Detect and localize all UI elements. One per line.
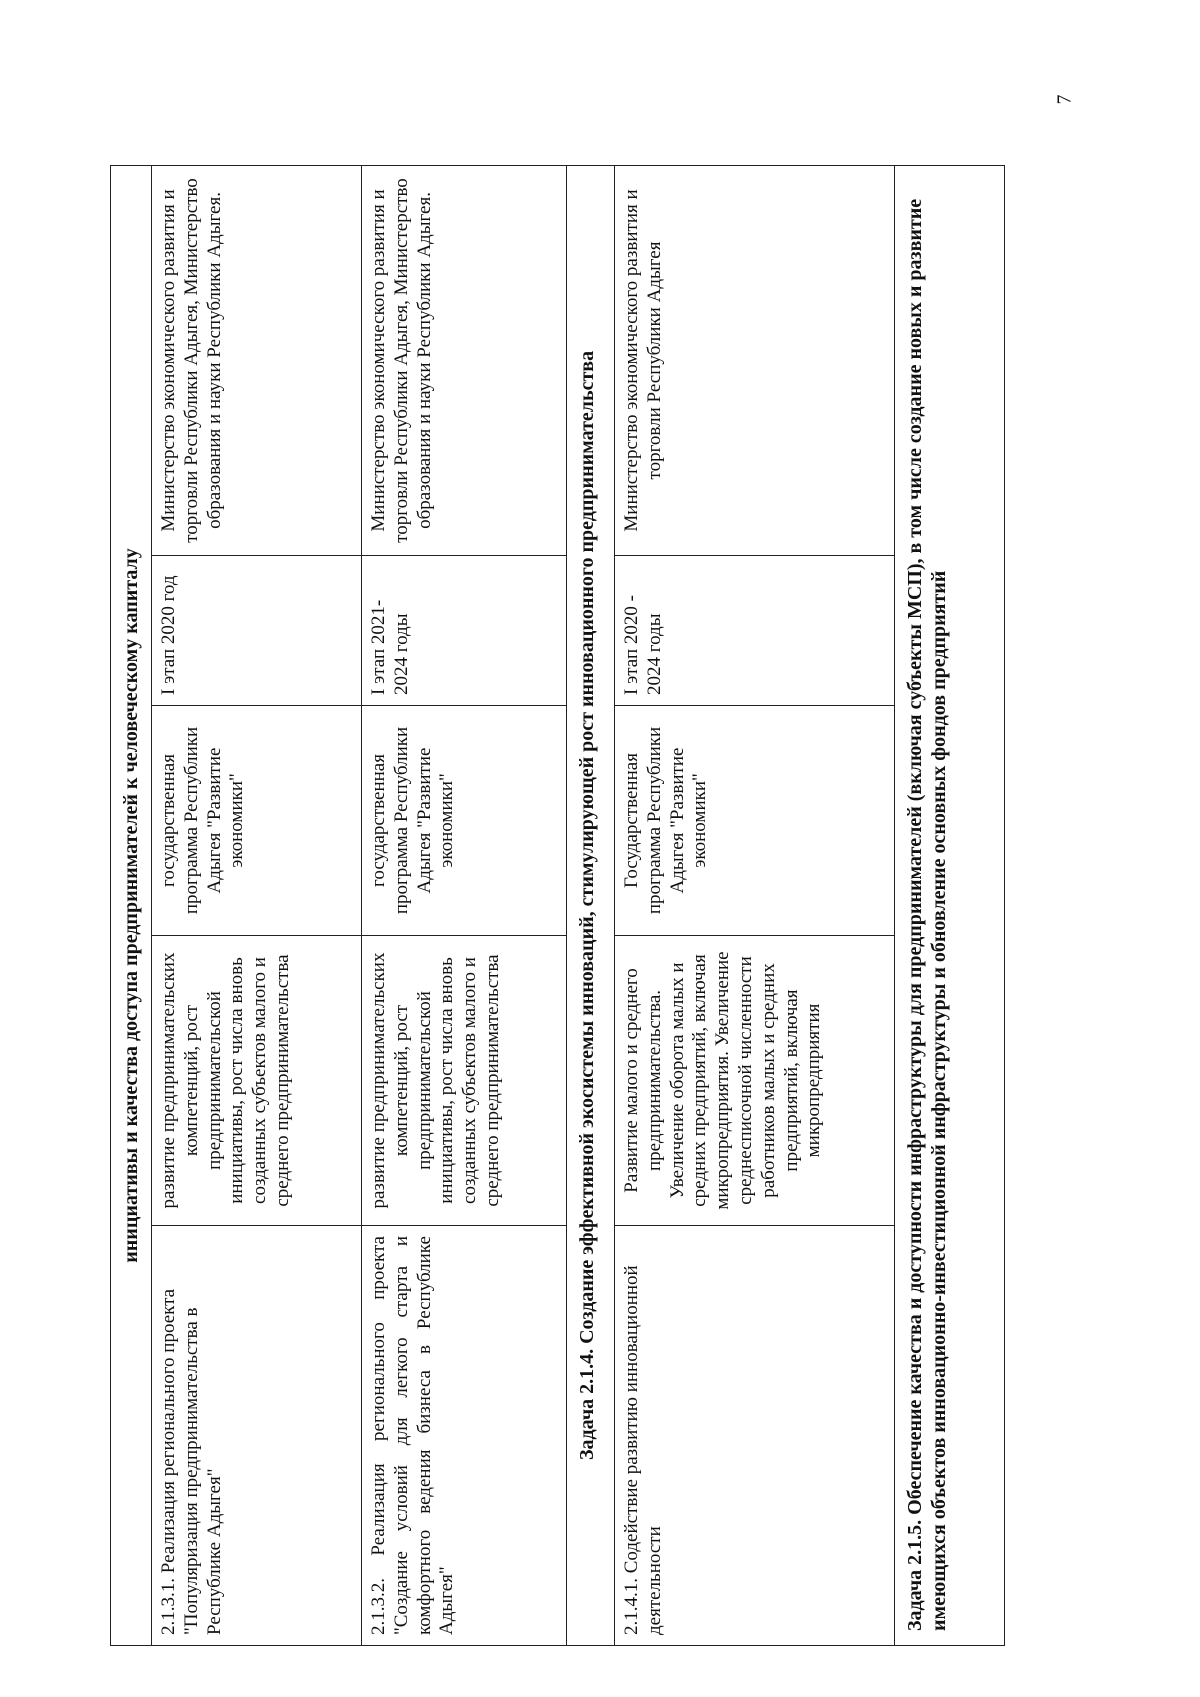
program-cell: государственная программа Республики Адыгея "Развитие экономики": [362, 706, 567, 936]
result-cell: развитие предпринимательских компетенций, рост предпринимательской инициативы, рост числа вновь созданных субъектов малого и среднего предпринимательства: [152, 936, 362, 1226]
table-row: [152, 165, 362, 1645]
measure-cell: 2.1.4.1. Содействие развитию инновационной деятельности: [615, 1226, 895, 1646]
section-heading: инициативы и качества доступа предпринимателей к человеческому капиталу: [111, 165, 152, 1645]
measure-cell: 2.1.3.2. Реализация регионального проекта "Создание условий для легкого старта и комфортного ведения бизнеса в Республике Адыгея": [362, 1226, 567, 1646]
program-cell: Государственная программа Республики Адыгея "Развитие экономики": [615, 706, 895, 936]
section-heading: Задача 2.1.4. Создание эффективной экосистемы инноваций, стимулирующей рост инновационного предпринимательства: [567, 165, 615, 1645]
section-heading: Задача 2.1.5. Обеспечение качества и доступности инфраструктуры для предпринимателей (включая субъекты МСП), в том числе создание новых и развитие имеющихся объектов инновационно-инвестиционной инфраструктуры и обновление основных фондов предприятий: [895, 165, 1005, 1645]
program-cell: государственная программа Республики Адыгея "Развитие экономики": [152, 706, 362, 936]
executor-cell: Министерство экономического развития и торговли Республики Адыгея, Министерство образования и науки Республики Адыгея.: [362, 165, 567, 555]
executor-cell: Министерство экономического развития и торговли Республики Адыгея: [615, 165, 895, 555]
section-heading-row: [567, 165, 615, 1645]
result-cell: Развитие малого и среднего предпринимательства. Увеличение оборота малых и средних предприятий, включая микропредприятия. Увеличение среднесписочной численности работников малых и средних предприятий, включая микропредприятия: [615, 936, 895, 1226]
table-row: [615, 165, 895, 1645]
measures-table: [110, 165, 1005, 1646]
executor-cell: Министерство экономического развития и торговли Республики Адыгея, Министерство образования и науки Республики Адыгея.: [152, 165, 362, 555]
period-cell: I этап 2020 год: [152, 556, 362, 706]
table-row: [362, 165, 567, 1645]
period-cell: I этап 2021-2024 годы: [362, 556, 567, 706]
result-cell: развитие предпринимательских компетенций, рост предпринимательской инициативы, рост числа вновь созданных субъектов малого и среднего предпринимательства: [362, 936, 567, 1226]
period-cell: I этап 2020 - 2024 годы: [615, 556, 895, 706]
rotated-table-area: [110, 166, 1060, 1646]
page-number: 7: [1053, 94, 1076, 105]
measure-cell: 2.1.3.1. Реализация регионального проекта "Популяризация предпринимательства в Республике Адыгея": [152, 1226, 362, 1646]
section-heading-row: [895, 165, 1005, 1645]
section-heading-row: [111, 165, 152, 1645]
